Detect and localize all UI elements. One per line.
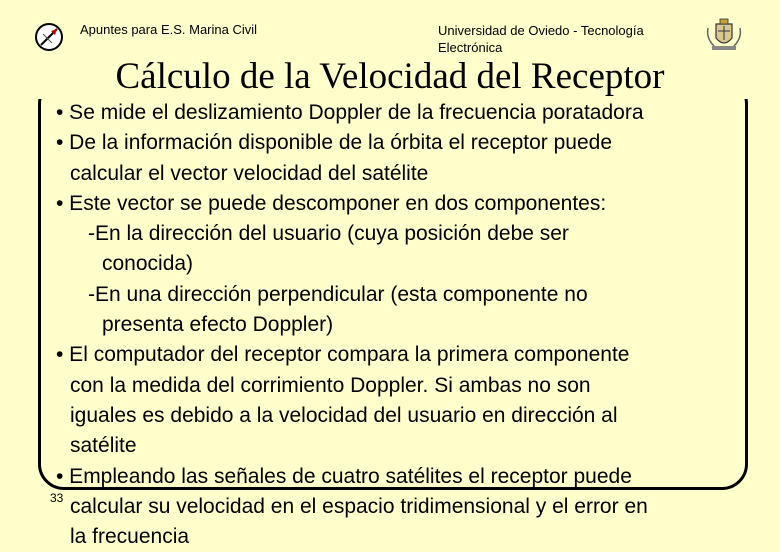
compass-logo-icon	[34, 22, 64, 52]
body-line: • Este vector se puede descomponer en dos componentes:	[56, 191, 607, 215]
body-line: -En la dirección del usuario (cuya posición debe ser	[88, 222, 569, 246]
header-university: Universidad de Oviedo - Tecnología Electrónica	[438, 23, 644, 55]
slide-body	[50, 98, 770, 552]
body-line: • El computador del receptor compara la primera componente	[56, 343, 630, 367]
body-line: con la medida del corrimiento Doppler. Si ambas no son	[70, 373, 591, 397]
page-number: 33	[50, 491, 64, 505]
body-line: • Se mide el deslizamiento Doppler de la frecuencia poratadora	[56, 101, 644, 124]
body-line: • De la información disponible de la órbita el receptor puede	[56, 131, 613, 155]
university-crest-icon	[704, 18, 744, 52]
body-line: calcular su velocidad en el espacio tridimensional y el error en	[70, 494, 648, 518]
body-line: satélite	[70, 434, 137, 458]
slide-title	[0, 55, 780, 99]
body-line: -En una dirección perpendicular (esta componente no	[88, 282, 588, 306]
body-line: iguales es debido a la velocidad del usuario en dirección al	[70, 403, 618, 427]
body-line: la frecuencia	[70, 525, 190, 549]
body-line: • Empleando las señales de cuatro satélites el receptor puede	[56, 464, 632, 488]
body-line: conocida)	[102, 252, 194, 276]
body-line: calcular el vector velocidad del satélite	[70, 161, 429, 185]
slide-title-text: Cálculo de la Velocidad del Receptor	[110, 56, 671, 97]
header-course-title: Apuntes para E.S. Marina Civil	[80, 22, 258, 37]
body-line: presenta efecto Doppler)	[102, 313, 334, 337]
